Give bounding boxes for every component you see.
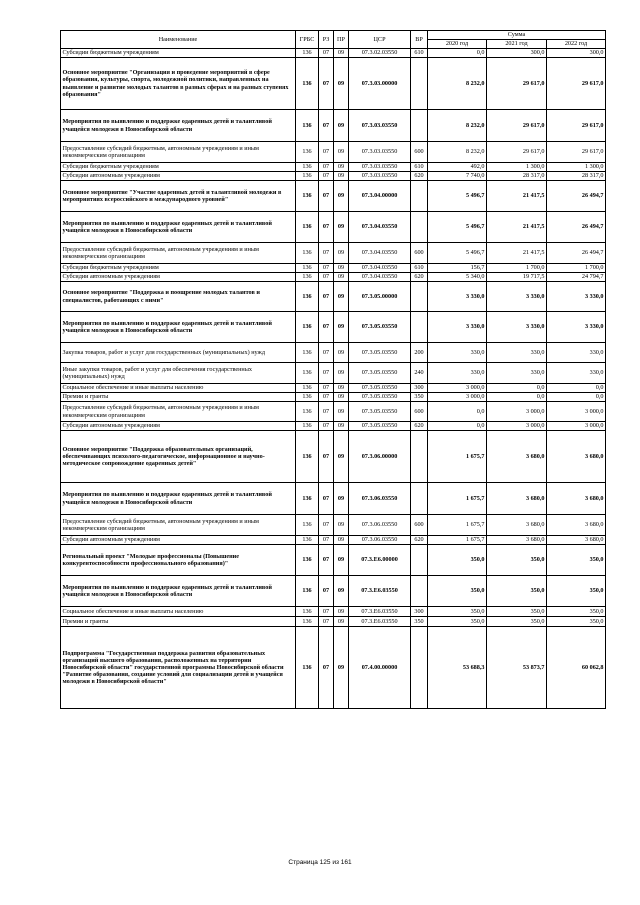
row-amount-2020-cell: 3 000,0 (428, 384, 487, 393)
row-amount-2022-cell: 300,0 (547, 49, 606, 58)
header-name: Наименование (61, 31, 296, 49)
row-amount-2021-cell: 53 873,7 (487, 627, 547, 709)
row-vr-cell: 620 (411, 422, 428, 431)
table-row (61, 617, 606, 627)
row-rz-cell: 07 (319, 264, 334, 273)
row-amount-2022-cell: 29 617,0 (547, 58, 606, 110)
row-amount-2020-cell: 3 330,0 (428, 312, 487, 343)
row-pr-cell: 09 (334, 243, 349, 264)
row-name-cell: Подпрограмма "Государственная поддержка развития образовательных организаций высшего образования, расположенных на территории Новосибирской области" государственной программы Новосибирской области "Развитие образования, создание условий для социализации детей и учащейся молодежи в Новосибирской области" (61, 627, 296, 709)
row-grbs-cell: 136 (296, 384, 319, 393)
row-pr-cell: 09 (334, 536, 349, 545)
row-pr-cell: 09 (334, 163, 349, 172)
row-amount-2022-cell: 350,0 (547, 576, 606, 607)
table-row (61, 384, 606, 393)
row-amount-2022-cell: 3 000,0 (547, 402, 606, 422)
row-vr-cell (411, 312, 428, 343)
row-csr-cell: 07.3.03.03550 (349, 163, 411, 172)
row-name-cell: Мероприятия по выявлению и поддержке одаренных детей и талантливой учащейся молодежи в Новосибирской области (61, 483, 296, 515)
row-csr-cell: 07.3.05.03550 (349, 402, 411, 422)
row-amount-2022-cell: 350,0 (547, 607, 606, 617)
row-amount-2022-cell: 330,0 (547, 363, 606, 384)
row-rz-cell: 07 (319, 422, 334, 431)
row-csr-cell: 07.3.05.03550 (349, 384, 411, 393)
row-amount-2021-cell: 3 000,0 (487, 422, 547, 431)
row-grbs-cell: 136 (296, 110, 319, 142)
table-body (61, 49, 606, 709)
row-vr-cell: 620 (411, 172, 428, 181)
row-csr-cell: 07.3.04.00000 (349, 181, 411, 212)
row-grbs-cell: 136 (296, 402, 319, 422)
table-row (61, 172, 606, 181)
row-amount-2020-cell: 3 000,0 (428, 393, 487, 402)
row-csr-cell: 07.3.05.03550 (349, 312, 411, 343)
row-csr-cell: 07.3.04.03550 (349, 212, 411, 243)
row-rz-cell: 07 (319, 49, 334, 58)
row-vr-cell (411, 545, 428, 576)
row-rz-cell: 07 (319, 384, 334, 393)
row-rz-cell: 07 (319, 312, 334, 343)
row-amount-2021-cell: 350,0 (487, 607, 547, 617)
row-csr-cell: 07.3.03.03550 (349, 110, 411, 142)
row-amount-2022-cell: 60 062,8 (547, 627, 606, 709)
row-csr-cell: 07.3.06.03550 (349, 536, 411, 545)
row-amount-2022-cell: 330,0 (547, 343, 606, 363)
row-amount-2020-cell: 350,0 (428, 607, 487, 617)
row-amount-2022-cell: 3 000,0 (547, 422, 606, 431)
row-amount-2021-cell: 1 300,0 (487, 163, 547, 172)
page-footer: Страница 125 из 161 (288, 859, 352, 866)
row-amount-2022-cell: 26 494,7 (547, 212, 606, 243)
row-amount-2021-cell: 3 680,0 (487, 536, 547, 545)
table-row (61, 627, 606, 709)
row-vr-cell (411, 181, 428, 212)
row-rz-cell: 07 (319, 212, 334, 243)
row-pr-cell: 09 (334, 282, 349, 312)
row-pr-cell: 09 (334, 172, 349, 181)
row-name-cell: Мероприятия по выявлению и поддержке одаренных детей и талантливой учащейся молодежи в Новосибирской области (61, 212, 296, 243)
row-vr-cell (411, 576, 428, 607)
row-pr-cell: 09 (334, 58, 349, 110)
row-vr-cell (411, 483, 428, 515)
row-amount-2021-cell: 0,0 (487, 393, 547, 402)
table-row (61, 363, 606, 384)
row-grbs-cell: 136 (296, 422, 319, 431)
row-amount-2020-cell: 3 330,0 (428, 282, 487, 312)
row-rz-cell: 07 (319, 431, 334, 483)
row-rz-cell: 07 (319, 576, 334, 607)
row-rz-cell: 07 (319, 163, 334, 172)
row-grbs-cell: 136 (296, 142, 319, 163)
row-name-cell: Социальное обеспечение и иные выплаты населению (61, 607, 296, 617)
row-csr-cell: 07.3.03.00000 (349, 58, 411, 110)
row-vr-cell: 620 (411, 536, 428, 545)
row-name-cell: Предоставление субсидий бюджетным, автономным учреждениям и иным некоммерческим организациям (61, 243, 296, 264)
row-amount-2020-cell: 350,0 (428, 617, 487, 627)
row-grbs-cell: 136 (296, 536, 319, 545)
row-amount-2022-cell: 0,0 (547, 393, 606, 402)
row-grbs-cell: 136 (296, 393, 319, 402)
row-amount-2021-cell: 29 617,0 (487, 110, 547, 142)
row-amount-2021-cell: 350,0 (487, 617, 547, 627)
row-amount-2022-cell: 29 617,0 (547, 110, 606, 142)
row-name-cell: Социальное обеспечение и иные выплаты населению (61, 384, 296, 393)
table-row (61, 422, 606, 431)
row-grbs-cell: 136 (296, 49, 319, 58)
row-csr-cell: 07.3.06.00000 (349, 431, 411, 483)
table-row (61, 393, 606, 402)
row-name-cell: Премии и гранты (61, 617, 296, 627)
row-vr-cell (411, 282, 428, 312)
row-rz-cell: 07 (319, 172, 334, 181)
row-vr-cell: 300 (411, 384, 428, 393)
row-vr-cell (411, 110, 428, 142)
row-grbs-cell: 136 (296, 363, 319, 384)
row-vr-cell: 600 (411, 243, 428, 264)
row-csr-cell: 07.3.E6.00000 (349, 545, 411, 576)
row-pr-cell: 09 (334, 142, 349, 163)
row-vr-cell: 350 (411, 617, 428, 627)
table-row (61, 282, 606, 312)
row-amount-2022-cell: 350,0 (547, 617, 606, 627)
row-vr-cell (411, 58, 428, 110)
row-amount-2020-cell: 8 232,0 (428, 110, 487, 142)
row-rz-cell: 07 (319, 617, 334, 627)
row-amount-2020-cell: 330,0 (428, 343, 487, 363)
row-grbs-cell: 136 (296, 264, 319, 273)
row-amount-2020-cell: 1 675,7 (428, 515, 487, 536)
row-amount-2022-cell: 350,0 (547, 545, 606, 576)
header-grbs: ГРБС (296, 31, 319, 49)
row-amount-2021-cell: 3 680,0 (487, 431, 547, 483)
table-row (61, 58, 606, 110)
row-pr-cell: 09 (334, 545, 349, 576)
row-amount-2020-cell: 0,0 (428, 49, 487, 58)
row-amount-2022-cell: 3 330,0 (547, 282, 606, 312)
row-rz-cell: 07 (319, 545, 334, 576)
row-name-cell: Субсидии бюджетным учреждениям (61, 49, 296, 58)
row-amount-2022-cell: 3 680,0 (547, 483, 606, 515)
table-row (61, 576, 606, 607)
row-name-cell: Субсидии бюджетным учреждениям (61, 163, 296, 172)
row-rz-cell: 07 (319, 343, 334, 363)
row-rz-cell: 07 (319, 536, 334, 545)
row-rz-cell: 07 (319, 282, 334, 312)
row-grbs-cell: 136 (296, 576, 319, 607)
table-row (61, 536, 606, 545)
row-grbs-cell: 136 (296, 181, 319, 212)
row-amount-2022-cell: 3 680,0 (547, 536, 606, 545)
row-pr-cell: 09 (334, 402, 349, 422)
row-amount-2022-cell: 1 300,0 (547, 163, 606, 172)
row-csr-cell: 07.3.E6.03550 (349, 607, 411, 617)
header-year-2021: 2021 год (487, 40, 547, 49)
row-amount-2021-cell: 3 000,0 (487, 402, 547, 422)
row-amount-2020-cell: 5 496,7 (428, 181, 487, 212)
table-row (61, 264, 606, 273)
row-rz-cell: 07 (319, 402, 334, 422)
row-name-cell: Премии и гранты (61, 393, 296, 402)
row-amount-2021-cell: 3 330,0 (487, 282, 547, 312)
table-row (61, 181, 606, 212)
row-vr-cell: 610 (411, 264, 428, 273)
table-row (61, 402, 606, 422)
row-csr-cell: 07.3.06.03550 (349, 483, 411, 515)
row-csr-cell: 07.3.04.03550 (349, 273, 411, 282)
row-pr-cell: 09 (334, 393, 349, 402)
row-csr-cell: 07.3.04.03550 (349, 264, 411, 273)
row-amount-2022-cell: 24 794,7 (547, 273, 606, 282)
row-vr-cell (411, 627, 428, 709)
header-sum: Сумма (428, 31, 606, 40)
row-amount-2021-cell: 350,0 (487, 545, 547, 576)
row-name-cell: Субсидии автономным учреждениям (61, 273, 296, 282)
row-amount-2021-cell: 28 317,0 (487, 172, 547, 181)
row-pr-cell: 09 (334, 607, 349, 617)
row-rz-cell: 07 (319, 110, 334, 142)
row-amount-2020-cell: 350,0 (428, 576, 487, 607)
row-grbs-cell: 136 (296, 431, 319, 483)
row-amount-2021-cell: 3 330,0 (487, 312, 547, 343)
row-pr-cell: 09 (334, 431, 349, 483)
table-row (61, 163, 606, 172)
row-amount-2022-cell: 1 700,0 (547, 264, 606, 273)
row-vr-cell: 350 (411, 393, 428, 402)
row-pr-cell: 09 (334, 576, 349, 607)
row-pr-cell: 09 (334, 627, 349, 709)
row-amount-2021-cell: 29 617,0 (487, 142, 547, 163)
row-amount-2020-cell: 0,0 (428, 402, 487, 422)
row-amount-2020-cell: 350,0 (428, 545, 487, 576)
row-grbs-cell: 136 (296, 545, 319, 576)
row-amount-2021-cell: 330,0 (487, 363, 547, 384)
row-amount-2021-cell: 3 680,0 (487, 483, 547, 515)
row-pr-cell: 09 (334, 483, 349, 515)
row-name-cell: Субсидии автономным учреждениям (61, 172, 296, 181)
row-rz-cell: 07 (319, 627, 334, 709)
row-pr-cell: 09 (334, 49, 349, 58)
row-amount-2020-cell: 0,0 (428, 422, 487, 431)
row-amount-2020-cell: 8 232,0 (428, 58, 487, 110)
row-amount-2021-cell: 0,0 (487, 384, 547, 393)
row-rz-cell: 07 (319, 483, 334, 515)
row-csr-cell: 07.3.05.03550 (349, 343, 411, 363)
row-pr-cell: 09 (334, 617, 349, 627)
row-amount-2022-cell: 26 494,7 (547, 181, 606, 212)
row-csr-cell: 07.4.00.00000 (349, 627, 411, 709)
header-pr: ПР (334, 31, 349, 49)
row-name-cell: Закупка товаров, работ и услуг для государственных (муниципальных) нужд (61, 343, 296, 363)
row-name-cell: Основное мероприятие "Поддержка образовательных организаций, обеспечивающих психолого-педагогическое, информационное и научно-методическое сопровождение одаренных детей" (61, 431, 296, 483)
row-amount-2021-cell: 29 617,0 (487, 58, 547, 110)
row-amount-2021-cell: 1 700,0 (487, 264, 547, 273)
row-grbs-cell: 136 (296, 607, 319, 617)
row-pr-cell: 09 (334, 110, 349, 142)
table-row (61, 212, 606, 243)
row-name-cell: Субсидии автономным учреждениям (61, 422, 296, 431)
table-row (61, 343, 606, 363)
header-vr: ВР (411, 31, 428, 49)
table-row (61, 243, 606, 264)
row-name-cell: Мероприятия по выявлению и поддержке одаренных детей и талантливой учащейся молодежи в Новосибирской области (61, 576, 296, 607)
row-amount-2022-cell: 3 330,0 (547, 312, 606, 343)
row-name-cell: Иные закупки товаров, работ и услуг для обеспечения государственных (муниципальных) нужд (61, 363, 296, 384)
row-amount-2020-cell: 330,0 (428, 363, 487, 384)
table-row (61, 110, 606, 142)
row-csr-cell: 07.3.06.03550 (349, 515, 411, 536)
row-name-cell: Основное мероприятие "Поддержка и поощрение молодых талантов и специалистов, работающих с ними" (61, 282, 296, 312)
row-vr-cell: 620 (411, 273, 428, 282)
row-amount-2022-cell: 28 317,0 (547, 172, 606, 181)
row-amount-2020-cell: 492,0 (428, 163, 487, 172)
row-name-cell: Мероприятия по выявлению и поддержке одаренных детей и талантливой учащейся молодежи в Новосибирской области (61, 312, 296, 343)
row-amount-2021-cell: 350,0 (487, 576, 547, 607)
row-pr-cell: 09 (334, 343, 349, 363)
row-csr-cell: 07.3.05.00000 (349, 282, 411, 312)
row-vr-cell: 600 (411, 402, 428, 422)
row-vr-cell: 300 (411, 607, 428, 617)
row-amount-2022-cell: 3 680,0 (547, 431, 606, 483)
row-csr-cell: 07.3.E6.03550 (349, 617, 411, 627)
row-rz-cell: 07 (319, 515, 334, 536)
budget-table (60, 30, 606, 709)
row-amount-2020-cell: 8 232,0 (428, 142, 487, 163)
row-csr-cell: 07.3.04.03550 (349, 243, 411, 264)
row-vr-cell: 610 (411, 163, 428, 172)
row-vr-cell (411, 431, 428, 483)
row-rz-cell: 07 (319, 243, 334, 264)
row-rz-cell: 07 (319, 142, 334, 163)
row-grbs-cell: 136 (296, 58, 319, 110)
row-amount-2021-cell: 21 417,5 (487, 243, 547, 264)
row-grbs-cell: 136 (296, 243, 319, 264)
header-csr: ЦСР (349, 31, 411, 49)
row-amount-2020-cell: 1 675,7 (428, 536, 487, 545)
row-grbs-cell: 136 (296, 163, 319, 172)
row-amount-2020-cell: 7 740,0 (428, 172, 487, 181)
row-csr-cell: 07.3.05.03550 (349, 422, 411, 431)
row-grbs-cell: 136 (296, 515, 319, 536)
row-pr-cell: 09 (334, 384, 349, 393)
row-grbs-cell: 136 (296, 617, 319, 627)
row-vr-cell: 200 (411, 343, 428, 363)
table-row (61, 431, 606, 483)
row-csr-cell: 07.3.05.03550 (349, 393, 411, 402)
row-amount-2021-cell: 300,0 (487, 49, 547, 58)
row-amount-2020-cell: 1 675,7 (428, 431, 487, 483)
row-pr-cell: 09 (334, 515, 349, 536)
row-csr-cell: 07.3.03.03550 (349, 142, 411, 163)
row-vr-cell (411, 212, 428, 243)
row-name-cell: Региональный проект "Молодые профессионалы (Повышение конкурентоспособности профессионального образования)" (61, 545, 296, 576)
row-amount-2020-cell: 5 340,0 (428, 273, 487, 282)
row-amount-2022-cell: 26 494,7 (547, 243, 606, 264)
row-name-cell: Субсидии бюджетным учреждениям (61, 264, 296, 273)
table-row (61, 273, 606, 282)
row-amount-2022-cell: 0,0 (547, 384, 606, 393)
row-pr-cell: 09 (334, 363, 349, 384)
row-pr-cell: 09 (334, 212, 349, 243)
table-row (61, 483, 606, 515)
row-pr-cell: 09 (334, 273, 349, 282)
row-pr-cell: 09 (334, 264, 349, 273)
row-csr-cell: 07.3.E6.03550 (349, 576, 411, 607)
row-vr-cell: 600 (411, 142, 428, 163)
row-name-cell: Предоставление субсидий бюджетным, автономным учреждениям и иным некоммерческим организациям (61, 142, 296, 163)
row-pr-cell: 09 (334, 181, 349, 212)
row-amount-2021-cell: 330,0 (487, 343, 547, 363)
row-vr-cell: 240 (411, 363, 428, 384)
header-rz: РЗ (319, 31, 334, 49)
row-rz-cell: 07 (319, 273, 334, 282)
row-vr-cell: 600 (411, 515, 428, 536)
table-row (61, 607, 606, 617)
row-rz-cell: 07 (319, 181, 334, 212)
table-row (61, 545, 606, 576)
row-amount-2020-cell: 1 675,7 (428, 483, 487, 515)
row-csr-cell: 07.3.05.03550 (349, 363, 411, 384)
row-rz-cell: 07 (319, 363, 334, 384)
row-grbs-cell: 136 (296, 212, 319, 243)
row-name-cell: Субсидии автономным учреждениям (61, 536, 296, 545)
row-rz-cell: 07 (319, 607, 334, 617)
row-amount-2022-cell: 29 617,0 (547, 142, 606, 163)
row-vr-cell: 610 (411, 49, 428, 58)
row-grbs-cell: 136 (296, 282, 319, 312)
row-amount-2022-cell: 3 680,0 (547, 515, 606, 536)
row-grbs-cell: 136 (296, 483, 319, 515)
row-amount-2021-cell: 21 417,5 (487, 181, 547, 212)
row-amount-2020-cell: 156,7 (428, 264, 487, 273)
table-row (61, 49, 606, 58)
row-grbs-cell: 136 (296, 172, 319, 181)
row-name-cell: Основное мероприятие "Организация и проведение мероприятий в сфере образования, культуры, спорта, молодежной политики, направленных на выявление и развитие молодых талантов в разных сферах и на разных ступенях образования" (61, 58, 296, 110)
row-pr-cell: 09 (334, 312, 349, 343)
row-amount-2020-cell: 5 496,7 (428, 243, 487, 264)
row-rz-cell: 07 (319, 393, 334, 402)
row-amount-2020-cell: 53 688,3 (428, 627, 487, 709)
row-csr-cell: 07.3.02.03550 (349, 49, 411, 58)
row-amount-2021-cell: 19 717,5 (487, 273, 547, 282)
header-year-2020: 2020 год (428, 40, 487, 49)
row-grbs-cell: 136 (296, 343, 319, 363)
row-name-cell: Предоставление субсидий бюджетным, автономным учреждениям и иным некоммерческим организациям (61, 402, 296, 422)
table-row (61, 515, 606, 536)
row-amount-2021-cell: 21 417,5 (487, 212, 547, 243)
row-name-cell: Предоставление субсидий бюджетным, автономным учреждениям и иным некоммерческим организациям (61, 515, 296, 536)
row-grbs-cell: 136 (296, 273, 319, 282)
row-grbs-cell: 136 (296, 627, 319, 709)
row-name-cell: Основное мероприятие "Участие одаренных детей и талантливой молодежи в мероприятиях всероссийского и международного уровней" (61, 181, 296, 212)
row-csr-cell: 07.3.03.03550 (349, 172, 411, 181)
row-rz-cell: 07 (319, 58, 334, 110)
row-name-cell: Мероприятия по выявлению и поддержке одаренных детей и талантливой учащейся молодежи в Новосибирской области (61, 110, 296, 142)
row-pr-cell: 09 (334, 422, 349, 431)
table-row (61, 142, 606, 163)
row-amount-2021-cell: 3 680,0 (487, 515, 547, 536)
row-amount-2020-cell: 5 496,7 (428, 212, 487, 243)
header-year-2022: 2022 год (547, 40, 606, 49)
table-row (61, 312, 606, 343)
row-grbs-cell: 136 (296, 312, 319, 343)
